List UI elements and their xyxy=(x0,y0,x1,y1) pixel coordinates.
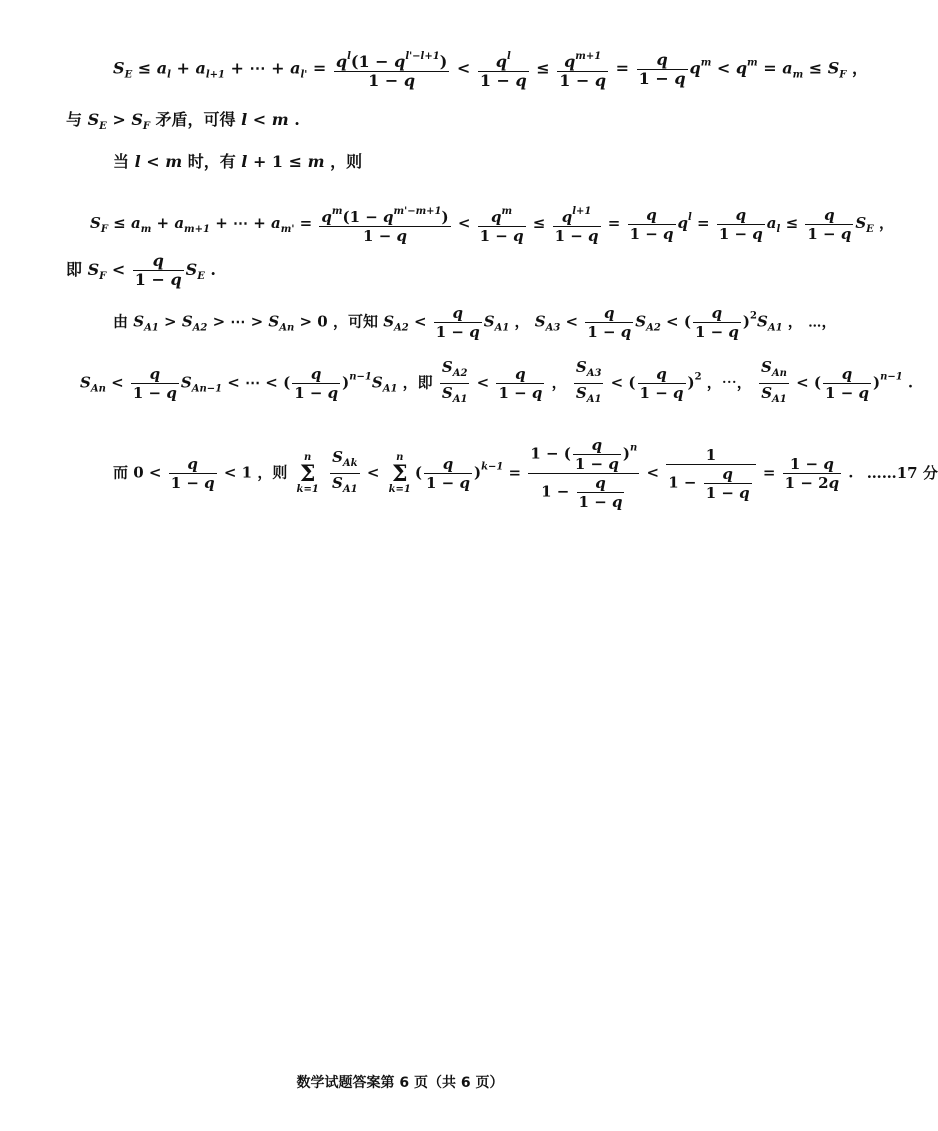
page-footer: 数学试题答案第 6 页（共 6 页） xyxy=(296,1075,504,1091)
score-marker: ……17 分 xyxy=(866,463,938,482)
formula-line-1: $S_E \le a_l + a_{l+1}$ + ⋯ + $a_{l'}$ = $\frac{q^l(1 - q^{l'-l+1})}{1 - q}$ < $\frac{q^l}{1 - q}$ ≤ $\frac{q^{m+1}}{1 - q}$ = $\frac{q}{1 - q}$ $q^m < q^m = a_m \le S_F$ ， xyxy=(113,49,868,90)
text-line-2: 与 $S_E > S_F$ 矛盾，可得 l < m . xyxy=(66,110,300,132)
text-line-3: 当 l < m 时，有 l + 1 ≤ m ，则 xyxy=(113,152,363,171)
formula-line-6: 由 $S_{A1} > S_{A2}$ > ⋯ > $S_{An} > 0$ ，可知 $S_{A2}$ < $\frac{q}{1 - q}$ $S_{A1}$ ， $S_{A3}$ < $\frac{q}{1 - q}$ $S_{A2}$ < ( $\frac{q}{1 - q}$ )$^2S_{A1}$ ， ⋯， xyxy=(113,304,837,341)
formula-line-5: 即 $S_F$ < $\frac{q}{1 - q}$ $S_E$ . xyxy=(66,251,216,289)
formula-line-4: $S_F \le a_m + a_{m+1}$ + ⋯ + $a_{m'}$ = $\frac{q^m(1 - q^{m'-m+1})}{1 - q}$ < $\frac{q^m}{1 - q}$ ≤ $\frac{q^{l+1}}{1 - q}$ = $\frac{q}{1 - q}$ $q^l$ = $\frac{q}{1 - q}$ $a_l$ ≤ $\frac{q}{1 - q}$ $S_E$ ， xyxy=(90,203,894,245)
formula-line-7: $S_{An}$ < $\frac{q}{1 - q}$ $S_{An-1}$ < ⋯ < ( $\frac{q}{1 - q}$ )$^{n-1}S_{A1}$ ，即 $\frac{S_{A2}}{S_{A1}}$ < $\frac{q}{1 - q}$ ， $\frac{S_{A3}}{S_{A1}}$ < ( $\frac{q}{1 - q}$ )$^2$ ，⋯， $\frac{S_{An}}{S_{A1}}$ < ( $\frac{q}{1 - q}$ )$^{n-1}$ . xyxy=(80,358,914,405)
formula-line-8: 而 0 < $\frac{q}{1 - q}$ < 1 ，则 n Σ k=1 $\frac{S_{Ak}}{S_{A1}}$ < n Σ k=1 ( $\frac{q}{1 - q}$ )$^{k-1}$ = 1 − ( $\frac{q}{1 - q}$ )$^n$ 1 − $\frac{q}{1 - q}$ < 1 1 − $\frac{q}{1 - q}$ = $\frac{1 - q}{1 - 2q}$ . ……17 分 xyxy=(113,436,938,511)
